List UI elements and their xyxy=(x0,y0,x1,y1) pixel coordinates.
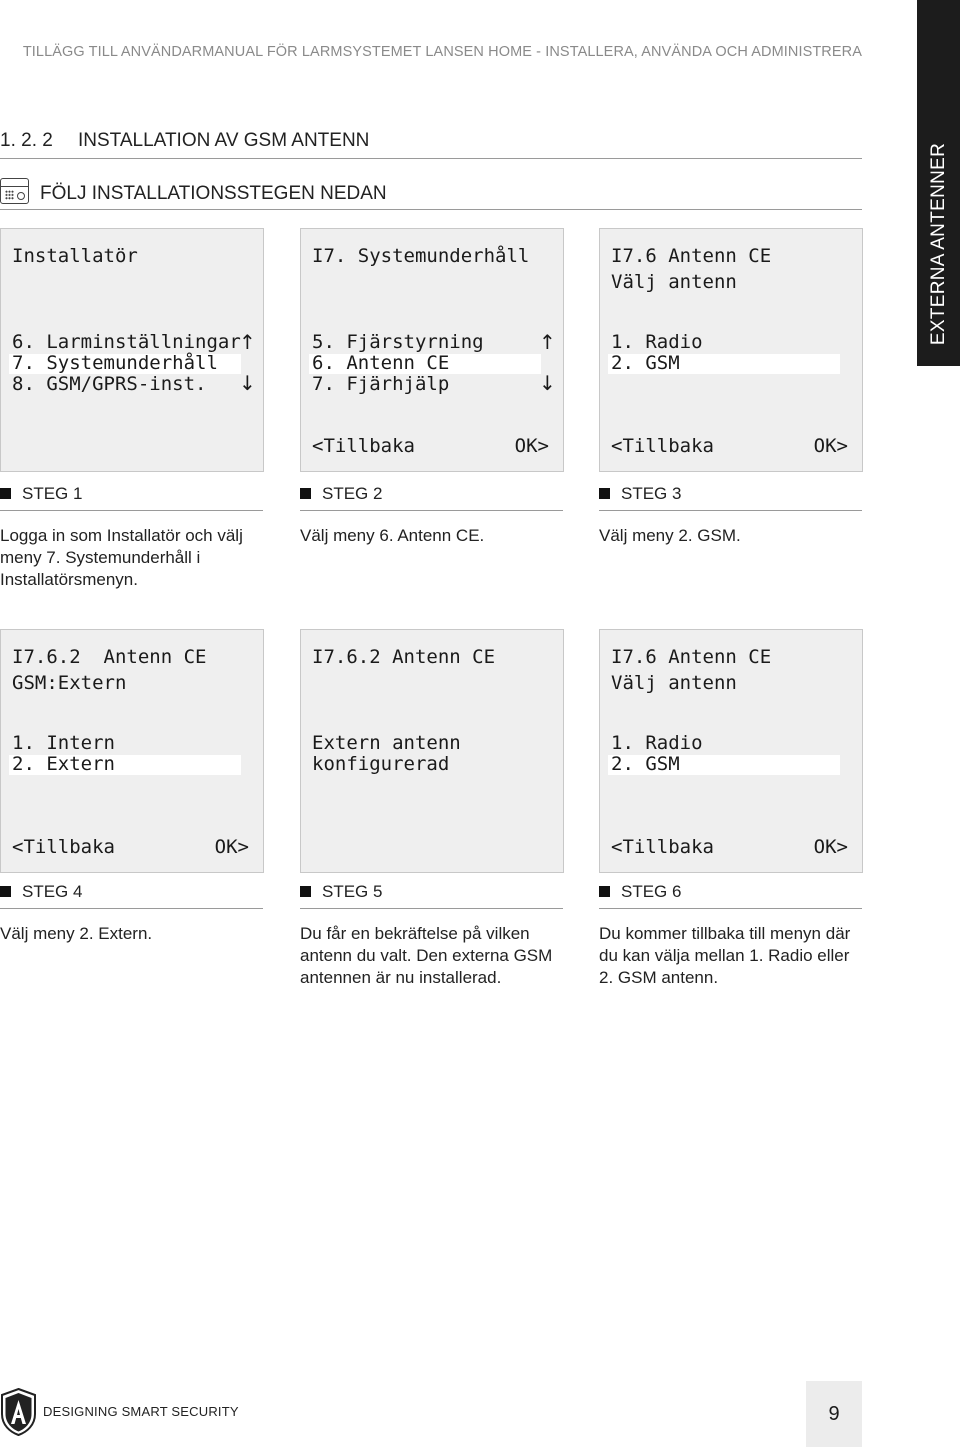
ok-softkey: OK> xyxy=(813,836,848,858)
step-heading xyxy=(300,484,563,511)
screen-title: I7.6 Antenn CE xyxy=(611,646,772,668)
back-softkey: <Tillbaka xyxy=(611,435,714,457)
display-screen-step-3 xyxy=(599,228,863,472)
menu-item: 8. GSM/GPRS-inst. xyxy=(12,373,207,395)
display-screen-step-2 xyxy=(300,228,564,472)
bullet-square-icon xyxy=(0,488,11,499)
menu-item: 5. Fjärstyrning xyxy=(312,331,484,353)
ok-softkey: OK> xyxy=(514,435,549,457)
back-softkey: <Tillbaka xyxy=(611,836,714,858)
bullet-square-icon xyxy=(599,886,610,897)
step-heading xyxy=(0,484,263,511)
ok-softkey: OK> xyxy=(813,435,848,457)
step-description: Du får en bekräftelse på vilken antenn du valt. Den externa GSM antennen är nu installerad. xyxy=(300,924,553,987)
screen-title: I7. Systemunderhåll xyxy=(312,245,530,267)
scroll-up-icon: ↑ xyxy=(539,330,556,354)
menu-item: 6. Antenn CE xyxy=(312,352,450,374)
scroll-up-icon: ↑ xyxy=(239,330,256,354)
step-heading xyxy=(599,882,862,909)
bullet-square-icon xyxy=(300,886,311,897)
screen-subtitle: GSM:Extern xyxy=(12,672,127,694)
step-label: STEG 5 xyxy=(322,882,383,901)
scroll-down-icon: ↓ xyxy=(239,371,256,395)
chapter-tab-label: EXTERNA ANTENNER xyxy=(927,142,949,346)
step-label: STEG 6 xyxy=(621,882,682,901)
menu-item: 2. GSM xyxy=(611,352,680,374)
back-softkey: <Tillbaka xyxy=(312,435,415,457)
screen-subtitle: Välj antenn xyxy=(611,271,737,293)
step-label: STEG 3 xyxy=(621,484,682,503)
step-heading xyxy=(300,882,563,909)
back-softkey: <Tillbaka xyxy=(12,836,115,858)
bullet-square-icon xyxy=(0,886,11,897)
screen-title: I7.6 Antenn CE xyxy=(611,245,772,267)
screen-title: I7.6.2 Antenn CE xyxy=(12,646,207,668)
instruction-row xyxy=(0,176,862,210)
confirmation-line: konfigurerad xyxy=(312,753,450,775)
menu-item: 6. Larminställningar xyxy=(12,331,241,353)
step-label: STEG 4 xyxy=(22,882,83,901)
menu-item: 1. Intern xyxy=(12,732,115,754)
chapter-tab xyxy=(917,0,960,366)
menu-item: 1. Radio xyxy=(611,732,703,754)
scroll-down-icon: ↓ xyxy=(539,371,556,395)
step-description: Logga in som Installatör och välj meny 7. Systemunderhåll i Installatörsmenyn. xyxy=(0,526,243,589)
menu-item: 2. GSM xyxy=(611,753,680,775)
section-number: 1. 2. 2 xyxy=(0,130,53,151)
display-screen-step-4 xyxy=(0,629,264,873)
menu-item: 7. Systemunderhåll xyxy=(12,352,218,374)
ok-softkey: OK> xyxy=(214,836,249,858)
screen-title: Installatör xyxy=(12,245,138,267)
step-label: STEG 2 xyxy=(322,484,383,503)
page-number: 9 xyxy=(806,1381,862,1447)
step-label: STEG 1 xyxy=(22,484,83,503)
menu-item: 2. Extern xyxy=(12,753,115,775)
step-description: Du kommer tillbaka till menyn där du kan välja mellan 1. Radio eller 2. GSM antenn. xyxy=(599,924,851,987)
display-screen-step-5 xyxy=(300,629,564,873)
screen-title: I7.6.2 Antenn CE xyxy=(312,646,496,668)
footer-tagline: DESIGNING SMART SECURITY xyxy=(43,1404,239,1419)
step-heading xyxy=(599,484,862,511)
step-description: Välj meny 2. GSM. xyxy=(599,526,741,545)
menu-item: 7. Fjärhjälp xyxy=(312,373,450,395)
instruction-text: FÖLJ INSTALLATIONSSTEGEN NEDAN xyxy=(40,183,387,204)
section-heading xyxy=(0,130,862,159)
step-description: Välj meny 6. Antenn CE. xyxy=(300,526,485,545)
display-screen-step-6 xyxy=(599,629,863,873)
step-heading xyxy=(0,882,263,909)
running-header: TILLÄGG TILL ANVÄNDARMANUAL FÖR LARMSYSTEMET LANSEN HOME - INSTALLERA, ANVÄNDA OCH ADMINISTRERA xyxy=(22,44,862,60)
section-title: INSTALLATION AV GSM ANTENN xyxy=(78,130,370,151)
menu-item: 1. Radio xyxy=(611,331,703,353)
bullet-square-icon xyxy=(300,488,311,499)
keypad-icon xyxy=(0,178,29,204)
step-description: Välj meny 2. Extern. xyxy=(0,924,153,943)
screen-subtitle: Välj antenn xyxy=(611,672,737,694)
shield-logo-icon xyxy=(0,1388,37,1436)
confirmation-line: Extern antenn xyxy=(312,732,461,754)
bullet-square-icon xyxy=(599,488,610,499)
display-screen-step-1 xyxy=(0,228,264,472)
